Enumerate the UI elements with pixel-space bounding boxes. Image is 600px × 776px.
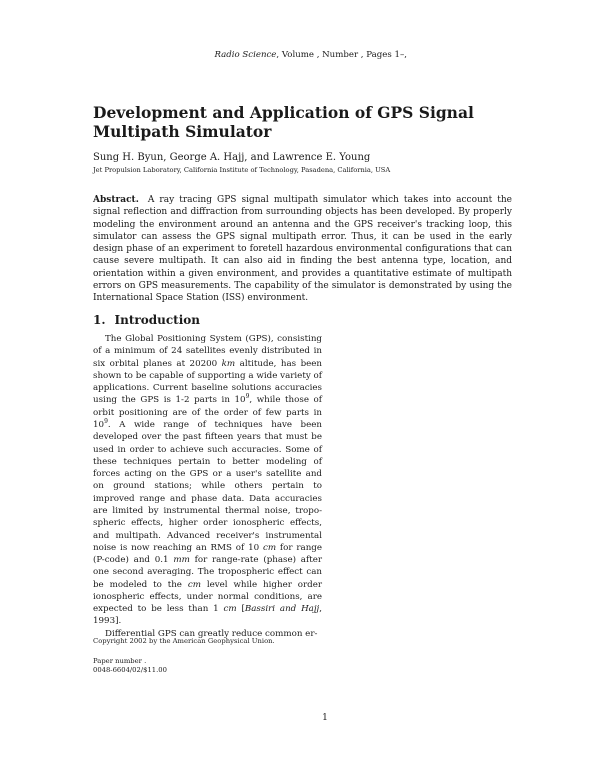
paper-info: [93, 657, 167, 675]
exponent: 9: [245, 393, 250, 401]
unit: cm: [187, 579, 201, 590]
unit: cm: [262, 542, 277, 553]
paragraph: Differential GPS can greatly reduce common er-: [105, 628, 318, 639]
journal-details: , Volume , Number , Pages 1–,: [276, 50, 407, 60]
journal-header: [0, 50, 407, 60]
paper-number: Paper number .: [93, 657, 147, 665]
section-number: 1.: [93, 313, 106, 327]
section-heading: [93, 313, 200, 327]
paper-code: 0048-6604/02/$11.00: [93, 666, 167, 674]
paragraph: The Global Positioning System (GPS), consisting of a minimum of 24 satellites evenly distributed in six orbital planes at 20200 km altitude, has been shown to be capable of supporting a wide variety of applications. Current baseline solutions accuracies using the GPS is 1-2 parts in $10^9$, while those of orbit positioning are of the order of few parts in $10^9$. A wide range of techniques have been developed over the past fifteen years that must be used in order to achieve such accuracies. Some of these techniques pertain to better modeling of forces acting on the GPS or a user's satellite and on ground stations; while others pertain to improved range and phase data. Data accuracies are limited by instrumental thermal noise, tropospheric effects, higher order ionospheric effects, and multipath. Advanced receiver's instrumental noise is now reaching an RMS of 10 cm for range (P-code) and 0.1 mm for range-rate (phase) after one second averaging. The tropospheric effect can be modeled to the cm level while higher order ionospheric effects, under normal conditions, are expected to be less than 1 cm [Bassiri and Hajj, 1993].: [93, 334, 323, 627]
abstract-label: Abstract.: [93, 195, 139, 205]
journal-name: Radio Science: [214, 50, 277, 60]
affiliation: Jet Propulsion Laboratory, California Institute of Technology, Pasadena, California, USA: [93, 166, 391, 174]
body-text: [93, 333, 322, 640]
abstract-text: A ray tracing GPS signal multipath simulator which takes into account the signal reflection and diffraction from surrounding objects has been developed. By properly modeling the environment around an antenna and the GPS receiver's tracking loop, this simulator can assess the GPS signal multipath error. Thus, it can be used in the early design phase of an experiment to foretell hazardous environmental configurations that can cause severe multipath. It can also aid in finding the best antenna type, location, and orientation within a given environment, and provides a quantitative estimate of multipath errors on GPS measurements. The capability of the simulator is demonstrated by using the International Space Station (ISS) environment.: [93, 195, 512, 304]
unit: mm: [173, 555, 190, 566]
section-title: Introduction: [114, 313, 200, 327]
unit: km: [221, 358, 236, 369]
author-list: Sung H. Byun, George A. Hajj, and Lawrence E. Young: [93, 152, 371, 163]
abstract: [93, 194, 512, 305]
copyright-notice: Copyright 2002 by the American Geophysical Union.: [93, 637, 275, 645]
page-number: 1: [322, 713, 328, 723]
paper-title: Development and Application of GPS Signal Multipath Simulator: [93, 103, 474, 141]
citation[interactable]: Bassiri and Hajj: [244, 604, 320, 615]
unit: cm: [223, 604, 237, 615]
exponent: 9: [104, 418, 108, 426]
